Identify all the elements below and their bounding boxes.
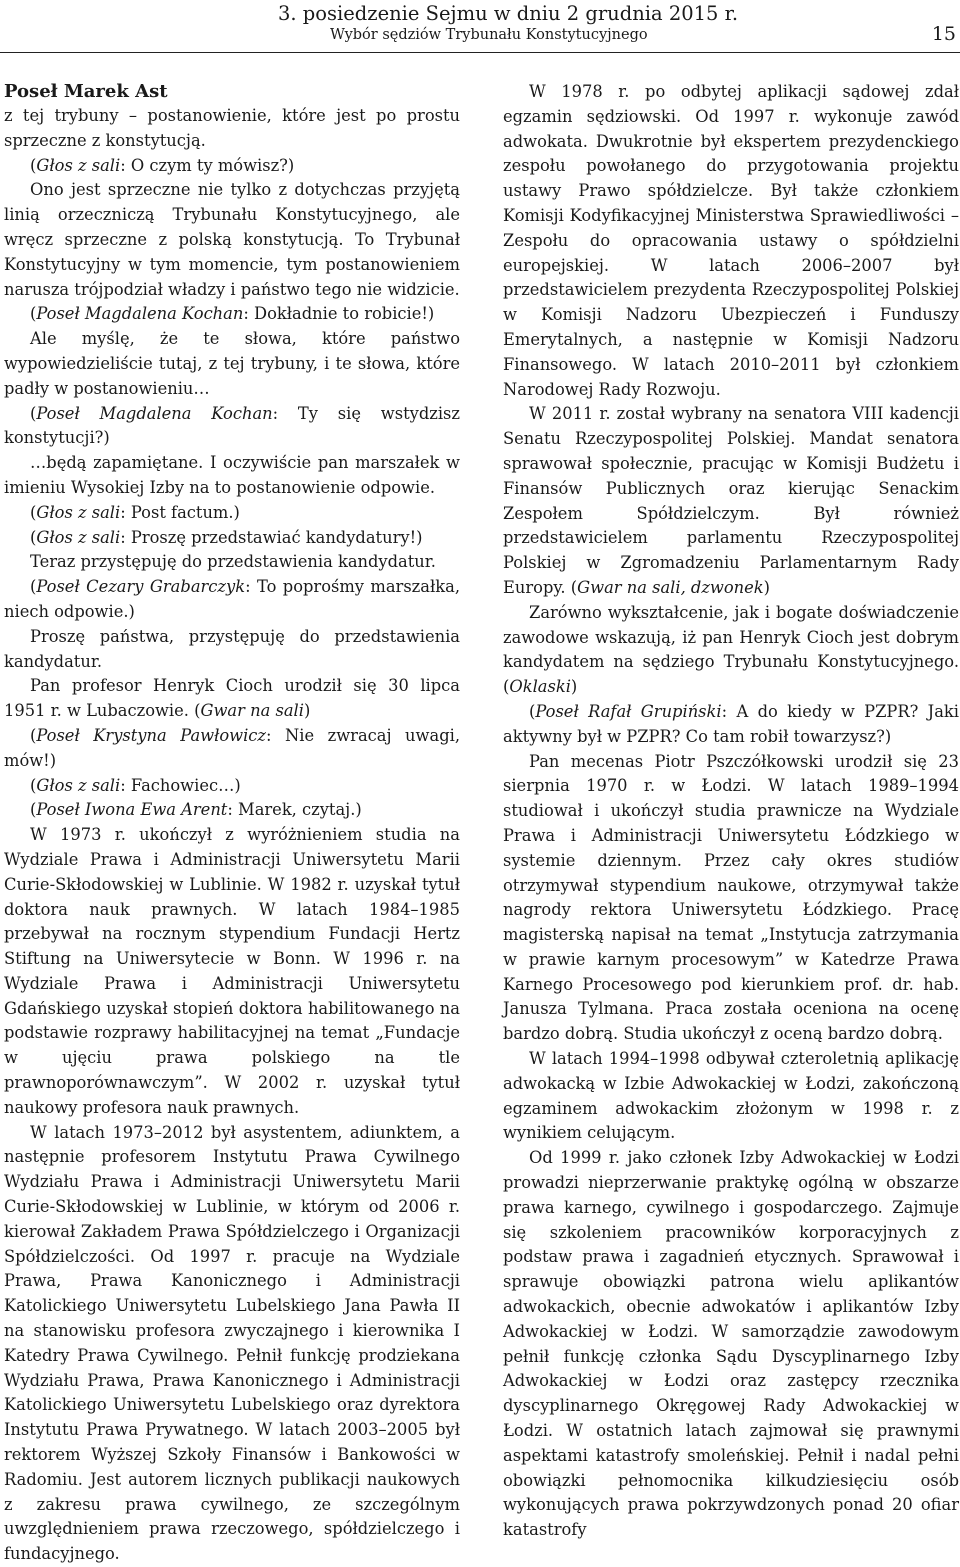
italic-text: Poseł Cezary Grabarczyk <box>36 577 246 597</box>
text: : To poprośmy marszałka, niech odpowie.) <box>4 577 460 621</box>
paragraph <box>4 625 460 675</box>
text: : Post factum.) <box>120 502 240 522</box>
text: ( <box>30 725 37 745</box>
text: W 1973 r. ukończył z wyróżnieniem studia na Wydziale Prawa i Administracji Uniwersytetu Marii Curie-Skłodowskiej w Lublinie. W 1982 r. uzyskał tytuł doktora nauk prawnych. W latach 1984–1985 przebywał na rocznym stypendium Fundacji Hertz Stiftung na Uniwersytecie w Bonn. W 1996 r. na Wydziale Prawa i Administracji Uniwersytetu Gdańskiego uzyskał stopień doktora habilitowanego na podstawie rozprawy habilitacyjnej na temat „Fundacje w ujęciu prawa polskiego na tle prawnoporównawczym”. W 2002 r. uzyskał tytuł naukowy profesora nauk prawnych. <box>4 825 460 1117</box>
paragraph <box>4 823 460 1121</box>
italic-text: Poseł Magdalena Kochan <box>36 304 244 324</box>
text: ) <box>763 577 771 597</box>
text: : O czym ty mówisz?) <box>120 155 295 175</box>
text: : Fachowiec…) <box>120 775 241 795</box>
text: Zarówno wykształcenie, jak i bogate doświadczenie zawodowe wskazują, iż pan Henryk Cioch jest dobrym kandydatem na sędziego Trybunału Konstytucyjnego. ( <box>503 602 959 697</box>
text: ( <box>30 502 37 522</box>
right-column <box>503 80 959 1543</box>
text: Ono jest sprzeczne nie tylko z dotychczas przyjętą linią orzeczniczą Trybunału Konstytucyjnego, ale wręcz sprzeczne z polską konstytucją. To Trybunał Konstytucyjny w tym momencie, tym postanowieniem narusza trójpodział władzy i państwo tego nie widzicie. <box>4 180 460 299</box>
italic-text: Poseł Iwona Ewa Arent <box>36 800 228 820</box>
topic-title: Wybór sędziów Trybunału Konstytucyjnego <box>330 27 648 43</box>
paragraph <box>503 1146 959 1543</box>
text: ) <box>570 677 578 697</box>
text: W 1978 r. po odbytej aplikacji sądowej zdał egzamin sędziowski. Od 1997 r. wykonuje zawód adwokata. Dwukrotnie był ekspertem prezydenckiego zespołu powołanego do przygotowania projektu ustawy Prawo spółdzielcze. Był także członkiem Komisji Kodyfikacyjnej Ministerstwa Sprawiedliwości – Zespołu do opracowania ustawy o spółdzielni europejskiej. W latach 2006–2007 był przedstawicielem prezydenta Rzeczypospolitej Polskiej w Komisji Nadzoru Ubezpieczeń i Funduszy Emerytalnych, a następnie w Komisji Nadzoru Finansowego. W latach 2010–2011 był członkiem Narodowej Rady Rozwoju. <box>503 82 959 399</box>
page-number: 15 <box>931 23 956 45</box>
paragraph <box>503 700 959 750</box>
paragraph <box>4 550 460 575</box>
paragraph <box>503 80 959 402</box>
session-title: 3. posiedzenie Sejmu w dniu 2 grudnia 2015 r. <box>278 2 739 25</box>
paragraph <box>4 575 460 625</box>
text: W 2011 r. został wybrany na senatora VIII kadencji Senatu Rzeczypospolitej Polskiej. Mandat senatora sprawował społecznie, pracując w Komisji Budżetu i Finansów Publicznych oraz kierując Senackim Zespołem Spółdzielczym. Był również przedstawicielem parlamentu Rzeczypospolitej Polskiej w Zgromadzeniu Parlamentarnym Rady Europy. ( <box>503 404 959 597</box>
italic-text: Poseł Krystyna Pawłowicz <box>36 725 267 745</box>
text: ( <box>30 800 37 820</box>
left-column <box>4 80 460 1567</box>
text: ( <box>30 403 37 423</box>
paragraph <box>4 501 460 526</box>
paragraph <box>4 724 460 774</box>
text: : Ty się wstydzisz konstytucji?) <box>4 403 460 448</box>
text: Teraz przystępuję do przedstawienia kandydatur. <box>30 552 436 572</box>
text: ( <box>30 775 37 795</box>
text: Pan profesor Henryk Cioch urodził się 30 lipca 1951 r. w Lubaczowie. ( <box>4 676 460 721</box>
text: Ale myślę, że te słowa, które państwo wypowiedzieliście tutaj, z tej trybuny, i te słowa, które padły w postanowieniu… <box>4 329 460 398</box>
italic-text: Głos z sali <box>36 502 121 522</box>
paragraph <box>4 451 460 501</box>
text: z tej trybuny – postanowienie, które jest po prostu sprzeczne z konstytucją. <box>4 106 460 150</box>
paragraph <box>4 774 460 799</box>
italic-text: Oklaski <box>509 677 571 697</box>
text: …będą zapamiętane. I oczywiście pan marszałek w imieniu Wysokiej Izby na to postanowienie odpowie. <box>4 453 460 497</box>
text: W latach 1994–1998 odbywał czteroletnią aplikację adwokacką w Izbie Adwokackiej w Łodzi, zakończoną egzaminem adwokackim złożonym w 1998 r. z wynikiem celującym. <box>503 1049 959 1143</box>
text: ( <box>30 527 37 547</box>
paragraph <box>503 750 959 1048</box>
paragraph <box>503 402 959 600</box>
text: : Nie zwracaj uwagi, mów!) <box>4 725 460 770</box>
paragraph <box>4 104 460 154</box>
italic-text: Głos z sali <box>36 155 121 175</box>
paragraph <box>503 601 959 700</box>
paragraph <box>4 178 460 302</box>
paragraph <box>4 154 460 179</box>
text: Od 1999 r. jako członek Izby Adwokackiej w Łodzi prowadzi nieprzerwanie praktykę ogólną w obszarze prawa karnego, cywilnego i gospodarczego. Zajmuje się szkoleniem pracowników korporacyjnych z podstaw prawa i zagadnień etycznych. Sprawował i sprawuje obowiązki patrona wielu aplikantów adwokackich, obecnie adwokatów i aplikantów Izby Adwokackiej w Łodzi. W samorządzie zawodowym pełnił funkcję członka Sądu Dyscyplinarnego Izby Adwokackiej w Łodzi oraz zastępcy rzecznika dyscyplinarnego Okręgowej Rady Adwokackiej w Łodzi. W ostatnich latach zajmował się prawnymi aspektami katastrofy smoleńskiej. Pełnił i nadal pełni obowiązki pełnomocnika kilkudziesięciu osób wykonujących prawa pokrzywdzonych ponad 20 ofiar katastrofy <box>503 1148 959 1540</box>
text: ( <box>30 577 37 597</box>
italic-text: Gwar na sali <box>200 701 304 721</box>
page-header <box>0 0 960 60</box>
italic-text: Głos z sali <box>36 775 121 795</box>
text: ( <box>30 304 37 324</box>
text: : Marek, czytaj.) <box>227 800 362 820</box>
paragraph <box>4 327 460 401</box>
italic-text: Poseł Rafał Grupiński <box>535 701 722 721</box>
text: : A do kiedy w PZPR? Jaki aktywny był w PZPR? Co tam robił towarzysz?) <box>503 701 959 746</box>
paragraph <box>4 798 460 823</box>
text: : Dokładnie to robicie!) <box>243 304 435 324</box>
text: ( <box>30 155 37 175</box>
italic-text: Gwar na sali, dzwonek <box>577 577 764 597</box>
paragraph <box>4 402 460 452</box>
italic-text: Głos z sali <box>36 527 121 547</box>
paragraph <box>503 1047 959 1146</box>
paragraph <box>4 302 460 327</box>
speaker-name: Poseł Marek Ast <box>4 81 168 102</box>
header-rule <box>0 52 960 53</box>
text: : Proszę przedstawiać kandydatury!) <box>120 527 423 547</box>
text: Proszę państwa, przystępuję do przedstawienia kandydatur. <box>4 626 460 671</box>
paragraph <box>4 674 460 724</box>
text: Pan mecenas Piotr Pszczółkowski urodził się 23 sierpnia 1970 r. w Łodzi. W latach 1989–1994 studiował i ukończył studia prawnicze na Wydziale Prawa i Administracji Uniwersytetu Łódzkiego w systemie dziennym. Przez cały okres studiów otrzymywał stypendium naukowe, otrzymywał także nagrody rektora Uniwersytetu Łódzkiego. Pracę magisterską napisał na temat „Instytucja zatrzymania w prawie karnym procesowym” w Katedrze Prawa Karnego Procesowego pod kierunkiem prof. dr. hab. Janusza Tylmana. Praca została oceniona na ocenę bardzo dobrą. Studia ukończył z oceną bardzo dobrą. <box>503 751 959 1044</box>
paragraph <box>4 1121 460 1567</box>
text: W latach 1973–2012 był asystentem, adiunktem, a następnie profesorem Instytutu Prawa Cywilnego Wydziału Prawa i Administracji Uniwersytetu Marii Curie-Skłodowskiej w Lublinie, w którym od 2006 r. kierował Zakładem Prawa Spółdzielczego i Organizacji Spółdzielczości. Od 1997 r. pracuje na Wydziale Prawa, Prawa Kanonicznego i Administracji Katolickiego Uniwersytetu Lubelskiego Jana Pawła II na stanowisku profesora zwyczajnego i kierownika I Katedry Prawa Cywilnego. Pełnił funkcję prodziekana Wydziału Prawa, Prawa Kanonicznego i Administracji Katolickiego Uniwersytetu Lubelskiego oraz dyrektora Instytutu Prawa Prywatnego. W latach 2003–2005 był rektorem Wyższej Szkoły Finansów i Bankowości w Radomiu. Jest autorem licznych publikacji naukowych z zakresu prawa cywilnego, ze szczególnym uwzględnieniem prawa rzeczowego, spółdzielczego i fundacyjnego. <box>4 1122 460 1564</box>
text: ) <box>303 701 311 721</box>
paragraph <box>4 526 460 551</box>
text: ( <box>529 701 536 721</box>
italic-text: Poseł Magdalena Kochan <box>36 403 273 423</box>
